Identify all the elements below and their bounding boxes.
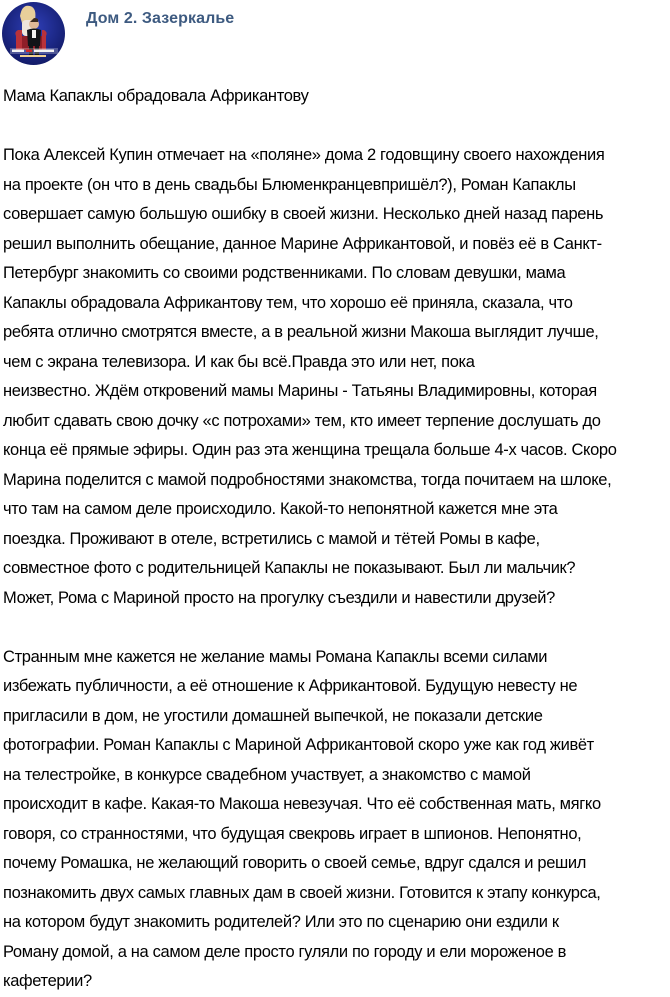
post-paragraph-1	[3, 141, 667, 613]
post-title: Мама Капаклы обрадовала Африкантову	[3, 87, 309, 105]
text-line: избежать публичности, а её отношение к Африкантовой. Будущую невесту не	[3, 677, 578, 695]
text-line: на проекте (он что в день свадьбы Блюменкранцевпришёл?), Роман Капаклы	[3, 175, 576, 194]
text-line: фотографии. Роман Капаклы с Мариной Африкантовой скоро уже как год живёт	[3, 736, 594, 754]
post-header	[0, 0, 670, 70]
text-line: говоря, со странностями, что будущая свекровь играет в шпионов. Непонятно,	[3, 824, 582, 843]
text-line: Петербург знакомить со своими родственниками. По словам девушки, мама	[3, 264, 566, 282]
text-line: ребята отлично смотрятся вместе, а в реальной жизни Макоша выглядит лучше,	[3, 323, 599, 341]
text-line: неизвестно. Ждём откровений мамы Марины - Татьяны Владимировны, которая	[3, 382, 597, 400]
text-line: кафетерии?	[3, 972, 92, 990]
paragraph-spacer	[3, 613, 667, 643]
text-line: Капаклы обрадовала Африкантову тем, что хорошо её приняла, сказала, что	[3, 293, 573, 312]
text-line: Странным мне кажется не желание мамы Романа Капаклы всеми силами	[3, 647, 548, 666]
text-line: совершает самую большую ошибку в своей жизни. Несколько дней назад парень	[3, 205, 604, 223]
paragraph-spacer	[3, 112, 667, 142]
text-line: на котором будут знакомить родителей? Или это по сценарию они ездили к	[3, 913, 559, 931]
text-line: любит сдавать свою дочку «с потрохами» тем, кто имеет терпение дослушать до	[3, 411, 601, 430]
text-line: Пока Алексей Купин отмечает на «поляне» дома 2 годовщину своего нахождения	[3, 146, 605, 164]
text-line: Может, Рома с Мариной просто на прогулку съездили и навестили друзей?	[3, 588, 555, 607]
text-line: конца её прямые эфиры. Один раз эта женщина трещала больше 4-х часов. Скоро	[3, 441, 617, 459]
text-line: чем с экрана телевизора. И как бы всё.Правда это или нет, пока	[3, 352, 475, 371]
group-avatar-image-icon	[2, 2, 65, 65]
text-line: почему Ромашка, не желающий говорить о своей семье, вдруг сдался и решил	[3, 854, 587, 872]
text-line: познакомить двух самых главных дам в своей жизни. Готовится к этапу конкурса,	[3, 883, 601, 902]
text-line: совместное фото с родительницей Капаклы не показывают. Был ли мальчик?	[3, 559, 576, 577]
text-line: пригласили в дом, не угостили домашней выпечкой, не показали детские	[3, 706, 543, 725]
text-line: поездка. Проживают в отеле, встретились с мамой и тётей Ромы в кафе,	[3, 529, 540, 548]
group-name-link[interactable]: Дом 2. Зазеркалье	[86, 10, 235, 27]
post-paragraph-2	[3, 643, 667, 997]
post-body	[3, 82, 667, 997]
text-line: Роману домой, а на самом деле просто гуляли по городу и ели мороженое в	[3, 942, 567, 961]
text-line: что там на самом деле происходило. Какой-то непонятной кажется мне эта	[3, 500, 558, 518]
text-line: происходит в кафе. Какая-то Макоша невезучая. Что её собственная мать, мягко	[3, 795, 601, 813]
group-avatar[interactable]	[2, 2, 65, 65]
text-line: на телестройке, в конкурсе свадебном участвует, а знакомство с мамой	[3, 765, 531, 784]
text-line: решил выполнить обещание, данное Марине Африкантовой, и повёз её в Санкт-	[3, 234, 602, 253]
text-line: Марина поделится с мамой подробностями знакомства, тогда почитаем на шлоке,	[3, 470, 612, 489]
